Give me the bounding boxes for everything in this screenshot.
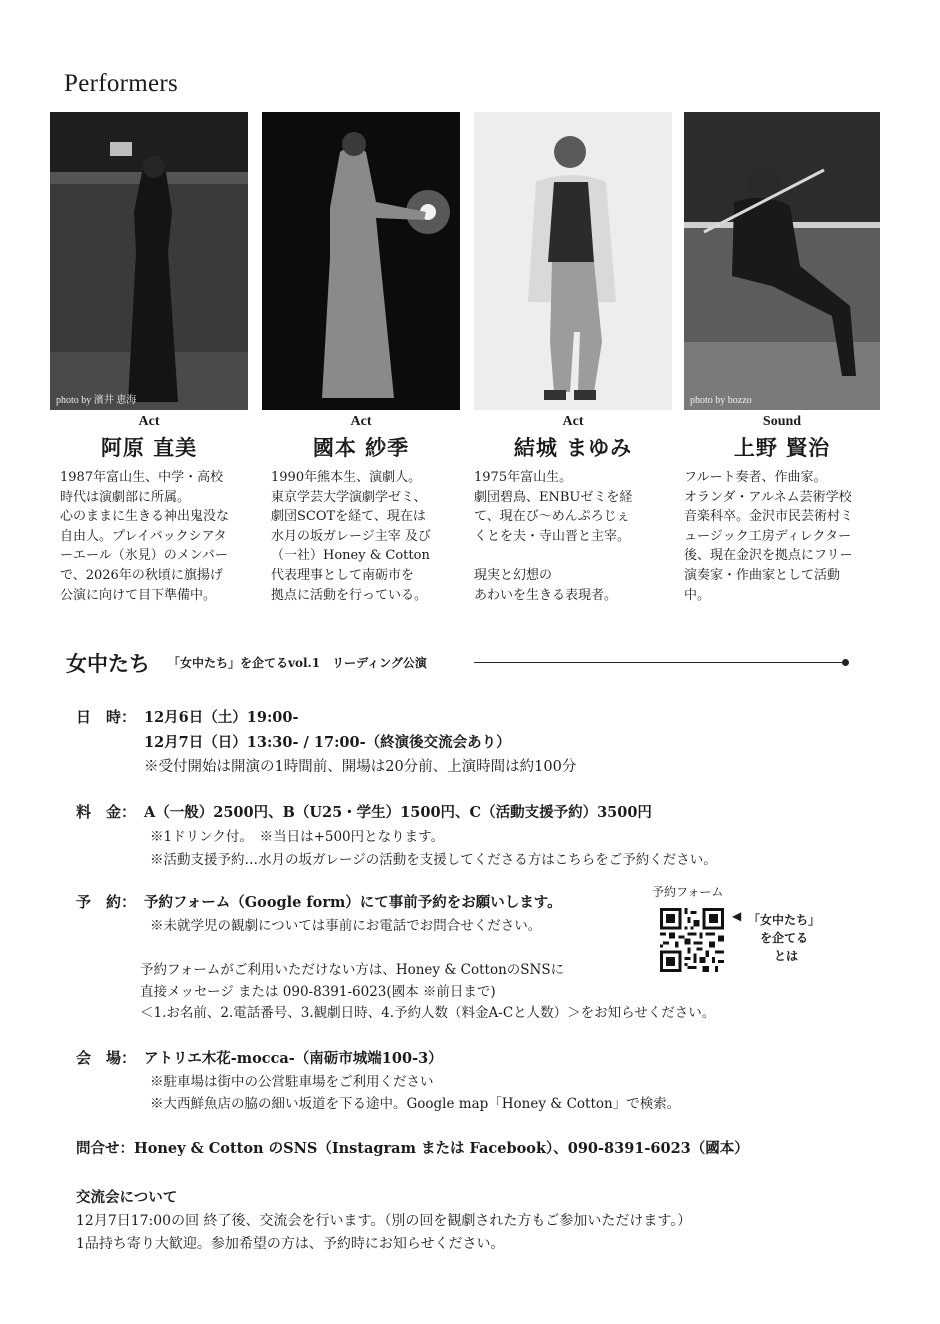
bio-line: 公演に向けて目下準備中。 bbox=[60, 587, 217, 603]
bio-line: 1990年熊本生、演劇人。 bbox=[271, 470, 422, 485]
performer-name: 阿原 直美 bbox=[100, 435, 198, 460]
afterparty-text: 1品持ち寄り大歓迎。参加希望の方は、予約時にお知らせください。 bbox=[76, 1236, 505, 1252]
qr-note: 「女中たち」 bbox=[748, 913, 821, 927]
performer-bio bbox=[271, 468, 431, 605]
performer-role: Act bbox=[562, 414, 584, 429]
event-subtitle: 「女中たち」を企てるvol.1 リーディング公演 bbox=[168, 656, 427, 670]
schedule-note: ※受付開始は開演の1時間前、開場は20分前、上演時間は約100分 bbox=[144, 759, 577, 775]
performer-photo-1 bbox=[50, 112, 248, 410]
reservation-text: ＜1.お名前、2.電話番号、3.観劇日時、4.予約人数（料金A-Cと人数）＞をお知らせください。 bbox=[140, 1005, 716, 1021]
reservation-line: 予約フォーム（Google form）にて事前予約をお願いします。 bbox=[144, 894, 562, 911]
bio-line: オランダ・アルネム芸術学校 bbox=[684, 489, 852, 505]
bio-line: 現実と幻想の bbox=[474, 567, 553, 583]
bio-line: 水月の坂ガレージ主宰 及び bbox=[271, 528, 431, 544]
reservation-text: 直接メッセージ または 090-8391-6023(國本 ※前日まで) bbox=[140, 984, 496, 1000]
bio-line: フルート奏者、作曲家。 bbox=[684, 470, 827, 485]
bio-line: ーエール（氷見）のメンバー bbox=[60, 548, 228, 564]
bio-line: て、現在び～めんぷろじぇ bbox=[474, 509, 630, 525]
bio-line: 劇団碧鳥、ENBUゼミを経 bbox=[474, 489, 633, 505]
page-heading: Performers bbox=[64, 70, 179, 97]
price-note: ※活動支援予約…水月の坂ガレージの活動を支援してくださる方はこちらをご予約ください。 bbox=[150, 852, 717, 868]
qr-note: を企てる bbox=[760, 931, 809, 945]
divider-dot bbox=[842, 659, 849, 666]
bio-line: 1987年富山生、中学・高校 bbox=[60, 470, 224, 485]
bio-line: あわいを生きる表現者。 bbox=[474, 587, 618, 603]
bio-line: 劇団SCOTを経て、現在は bbox=[271, 509, 426, 525]
venue-note: ※大西鮮魚店の脇の細い坂道を下る途中。Google map「Honey & Cotton」で検索。 bbox=[150, 1096, 681, 1112]
performer-bio bbox=[60, 468, 229, 605]
afterparty-text: 12月7日17:00の回 終了後、交流会を行います。（別の回を観劇された方もご参加いただけます。） bbox=[76, 1213, 692, 1229]
afterparty-title: 交流会について bbox=[76, 1189, 178, 1206]
bio-line: 自由人。プレイバックシアタ bbox=[60, 528, 227, 544]
performer-name: 結城 まゆみ bbox=[513, 435, 633, 460]
bio-line: 拠点に活動を行っている。 bbox=[271, 587, 428, 603]
performer-photo-3 bbox=[474, 112, 672, 410]
venue-note: ※駐車場は街中の公営駐車場をご利用ください bbox=[150, 1074, 434, 1090]
bio-line: 後、現在金沢を拠点にフリー bbox=[684, 548, 853, 564]
arrow-left-icon: ◀ bbox=[732, 909, 742, 923]
divider bbox=[474, 662, 846, 663]
bio-line: くとを夫・寺山晋と主宰。 bbox=[474, 528, 631, 544]
bio-line: 東京学芸大学演劇学ゼミ、 bbox=[271, 489, 427, 505]
bio-line: 心のままに生きる神出鬼没な bbox=[60, 509, 230, 525]
performer-bio bbox=[684, 468, 853, 605]
bio-line: （一社）Honey & Cotton bbox=[271, 548, 430, 564]
photo-credit: photo by bozzo bbox=[690, 395, 752, 406]
bio-line: 演奏家・作曲家として活動 bbox=[684, 567, 841, 583]
qr-code[interactable] bbox=[660, 908, 724, 972]
qr-note: とは bbox=[774, 949, 799, 963]
performer-photo-2 bbox=[262, 112, 460, 410]
bio-line: で、2026年の秋頃に旗揚げ bbox=[60, 567, 223, 583]
bio-line bbox=[474, 546, 632, 566]
performer-name: 上野 賢治 bbox=[733, 435, 831, 460]
schedule-label: 日 時： bbox=[76, 708, 137, 726]
event-title: 女中たち bbox=[66, 651, 150, 676]
price-note: ※1ドリンク付。 ※当日は+500円となります。 bbox=[150, 829, 445, 845]
contact-line: 問合せ：Honey & Cotton のSNS（Instagram または Facebook）、090-8391-6023（國本） bbox=[76, 1140, 749, 1157]
bio-line: 代表理事として南砺市を bbox=[271, 567, 415, 583]
venue-label: 会 場： bbox=[76, 1049, 137, 1067]
bio-line: 1975年富山生。 bbox=[474, 470, 573, 485]
qr-label: 予約フォーム bbox=[652, 885, 724, 899]
reservation-text: 予約フォームがご利用いただけない方は、Honey & CottonのSNSに bbox=[140, 962, 565, 978]
photo-credit: photo by 濱井 恵海 bbox=[56, 395, 137, 406]
bio-line: 時代は演劇部に所属。 bbox=[60, 489, 191, 505]
reservation-label: 予 約： bbox=[76, 893, 137, 911]
performer-photo-4 bbox=[684, 112, 880, 410]
price-line: A（一般）2500円、B（U25・学生）1500円、C（活動支援予約）3500円 bbox=[144, 804, 652, 821]
schedule-day2: 12月7日（日）13:30- / 17:00-（終演後交流会あり） bbox=[144, 734, 511, 751]
bio-line: ュージック工房ディレクター bbox=[684, 528, 852, 544]
performer-role: Act bbox=[138, 414, 160, 429]
bio-line: 音楽科卒。金沢市民芸術村ミ bbox=[684, 509, 854, 525]
venue-line: アトリエ木花-mocca-（南砺市城端100-3） bbox=[144, 1050, 443, 1067]
price-label: 料 金： bbox=[76, 803, 137, 821]
bio-line: 中。 bbox=[684, 587, 711, 603]
performer-bio bbox=[474, 468, 632, 605]
schedule-day1: 12月6日（土）19:00- bbox=[144, 709, 299, 726]
performer-role: Sound bbox=[762, 414, 802, 429]
performer-role: Act bbox=[350, 414, 372, 429]
performer-name: 國本 紗季 bbox=[312, 435, 410, 460]
reservation-note: ※未就学児の観劇については事前にお電話でお問合せください。 bbox=[150, 918, 542, 934]
